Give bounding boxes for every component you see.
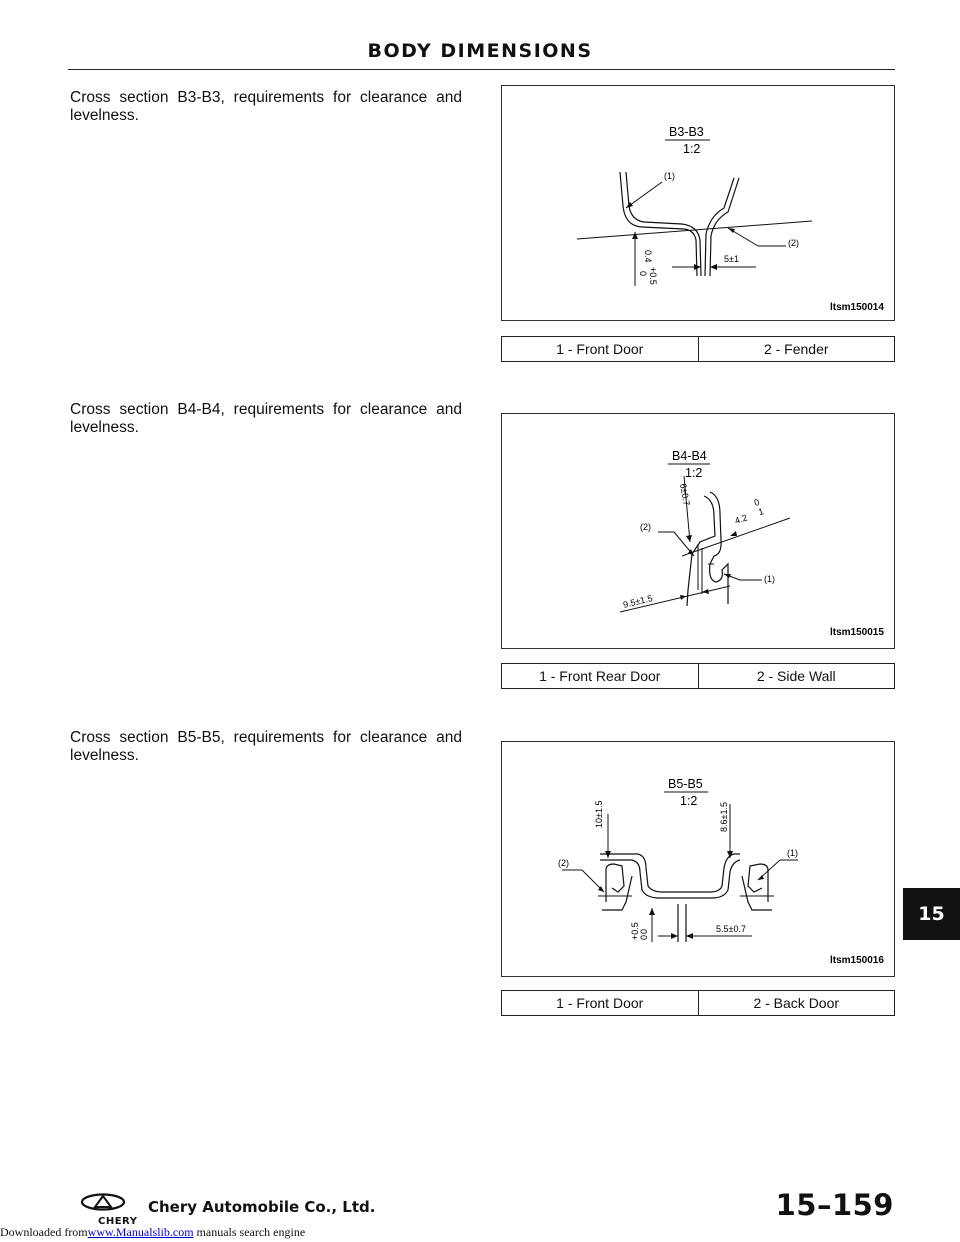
figure-b5-dim-c (630, 922, 649, 940)
figure-b3-section-label: B3-B3 (669, 125, 704, 139)
figure-b4-callout-2: (2) (640, 522, 651, 532)
dim-c-main: 0 (639, 934, 649, 940)
figure-b4-b4 (501, 413, 895, 649)
legend-b5 (501, 990, 895, 1016)
figure-b4-dim-a (678, 483, 692, 507)
dim-b-upper: 0 (752, 496, 761, 509)
chery-logo-text: CHERY (98, 1216, 138, 1227)
section-b5-description (70, 729, 462, 765)
horizontal-dim-arrow-right (710, 264, 717, 270)
section-b4-text-line1: Cross section B4-B4, requirements for clearance and (70, 401, 462, 418)
download-suffix: manuals search engine (193, 1225, 306, 1239)
figure-b5-dim-b (719, 802, 729, 832)
figure-b4-scale: 1:2 (685, 466, 703, 480)
side-wall-flange (698, 544, 714, 594)
dim-a-text: 10±1.5 (594, 800, 604, 828)
footer-company: Chery Automobile Co., Ltd. (148, 1198, 376, 1216)
vertical-dim-arrowhead (632, 232, 638, 239)
legend-b5-item-2: 2 - Back Door (698, 991, 895, 1015)
figure-b3-drawing (502, 86, 896, 322)
figure-b3-callout-2: (2) (788, 238, 799, 248)
dim-a-upper: +0.5 (648, 267, 658, 285)
figure-b5-drawing (502, 742, 896, 978)
figure-b3-dim-a (638, 250, 658, 285)
horizontal-dim-arrow-left (694, 264, 701, 270)
front-door-profile-inner (626, 172, 701, 276)
legend-b4-item-2: 2 - Side Wall (698, 664, 895, 688)
page-title: BODY DIMENSIONS (367, 40, 593, 62)
dim-b-main: 4.2 (733, 512, 749, 526)
section-b5-text-line2: levelness. (70, 747, 139, 764)
dim-a-lower: 0 (638, 271, 648, 277)
figure-b5-scale: 1:2 (680, 794, 698, 808)
dim-b-arrowhead (730, 531, 737, 536)
legend-b3-item-2: 2 - Fender (698, 337, 895, 361)
figure-b5-callout-1: (1) (787, 848, 798, 858)
figure-b5-dim-a (594, 801, 604, 828)
manualslib-link[interactable]: www.Manualslib.com (87, 1225, 194, 1239)
page-number: 15–159 (775, 1188, 894, 1222)
dim-b-lower: 1 (756, 506, 765, 518)
figure-b5-b5 (501, 741, 895, 977)
section-b5-text-line1: Cross section B5-B5, requirements for clearance and (70, 729, 462, 746)
legend-b4 (501, 663, 895, 689)
section-b3-text-line1: Cross section B3-B3, requirements for clearance and (70, 89, 462, 106)
dim-c-upper: +0.5 (630, 922, 640, 940)
section-b3-description (70, 89, 462, 125)
legend-b4-item-1: 1 - Front Rear Door (539, 668, 661, 684)
dim-c-text: 9.5±1.5 (622, 592, 654, 610)
dim-a-text: 6±0.7 (678, 482, 692, 507)
figure-b3-code: ltsm150014 (830, 302, 884, 313)
figure-b3-b3 (501, 85, 895, 321)
dim-c-arrowhead (649, 908, 655, 915)
download-prefix: Downloaded from (0, 1225, 88, 1239)
dim-a-arrowhead (686, 535, 692, 542)
dim-d-arrow-right (686, 933, 693, 939)
section-b4-description (70, 401, 462, 437)
figure-b4-drawing (502, 414, 896, 650)
figure-b5-section-label: B5-B5 (668, 777, 703, 791)
figure-b4-code: ltsm150015 (830, 627, 884, 638)
dim-d-arrow-left (671, 933, 678, 939)
legend-b5-item-1: 1 - Front Door (556, 995, 644, 1011)
download-notice (0, 1225, 305, 1240)
dim-b-text: 8.6±1.5 (719, 802, 729, 832)
figure-b3-dim-b: 5±1 (724, 254, 739, 264)
callout-2-arrowhead (728, 228, 735, 233)
figure-b4-callout-1: (1) (764, 574, 775, 584)
dim-c-arrowhead-right (702, 589, 709, 594)
title-divider (68, 69, 895, 70)
dim-c-mid: 0 (639, 928, 649, 934)
legend-b3 (501, 336, 895, 362)
section-b4-text-line2: levelness. (70, 419, 139, 436)
figure-b3-scale: 1:2 (683, 142, 701, 156)
figure-b4-section-label: B4-B4 (672, 449, 707, 463)
figure-b5-dim-d: 5.5±0.7 (716, 924, 746, 934)
dim-a-main: 0.4 (643, 250, 653, 263)
section-b3-text-line2: levelness. (70, 107, 139, 124)
chery-logo-icon (80, 1193, 126, 1215)
figure-b5-callout-2: (2) (558, 858, 569, 868)
figure-b4-dim-b (730, 497, 765, 526)
figure-b3-callout-1: (1) (664, 171, 675, 181)
chapter-tab: 15 (903, 888, 960, 940)
legend-b3-item-1: 1 - Front Door (556, 341, 644, 357)
dim-c-arrowhead-left (680, 595, 686, 600)
figure-b5-code: ltsm150016 (830, 955, 884, 966)
